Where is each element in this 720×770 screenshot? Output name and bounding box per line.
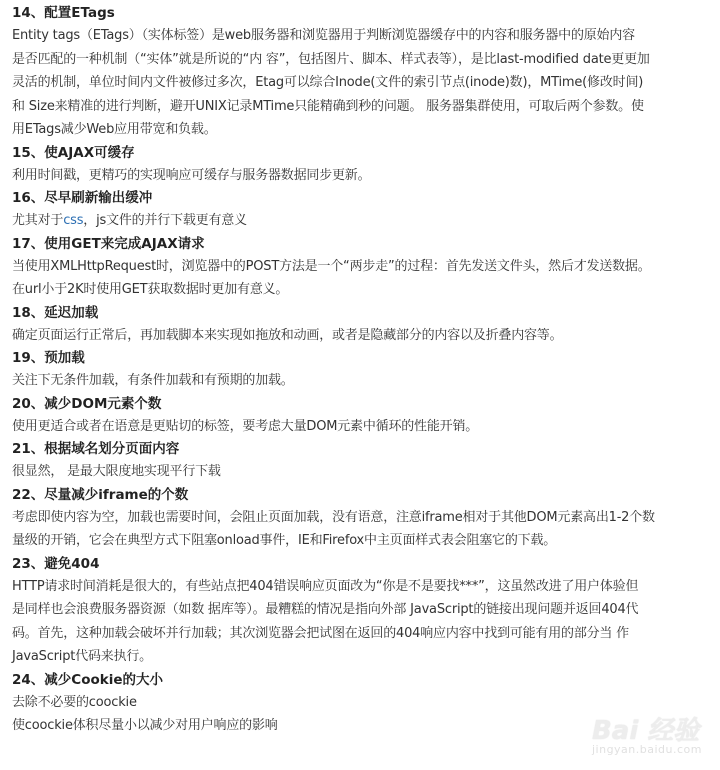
section-text-line: 很显然， 是最大限度地实现平行下载 (12, 464, 221, 479)
section-heading: 23、避免404 (12, 555, 100, 572)
section-text-line: 和 Size来精准的进行判断，避开UNIX记录MTime只能精确到秒的问题。 服务器集群使用，可取后两个参数。使 (12, 98, 644, 114)
section-text-line: 确定页面运行正常后，再加载脚本来实现如拖放和动画，或者是隐藏部分的内容以及折叠内容等。 (12, 327, 563, 343)
section-heading: 17、使用GET来完成AJAX请求 (12, 235, 205, 252)
section-text-line: HTTP请求时间消耗是很大的，有些站点把404错误响应页面改为“你是不是要找***”，这虽然改进了用户体验但 (12, 578, 639, 594)
section-heading: 15、使AJAX可缓存 (12, 144, 135, 161)
section-heading: 16、尽早刷新输出缓冲 (12, 190, 153, 206)
watermark-url: jingyan.baidu.com (591, 743, 702, 756)
section-text-line: 使用更适合或者在语意是更贴切的标签，要考虑大量DOM元素中循环的性能开销。 (12, 418, 479, 434)
section-heading: 20、减少DOM元素个数 (12, 395, 162, 412)
section-text-line: 量级的开销，它会在典型方式下阻塞onload事件，IE和Firefox中主页面样式表会阻塞它的下载。 (12, 533, 557, 548)
section-text-line: 使coockie体积尽量小以减少对用户响应的影响 (12, 718, 278, 733)
section-text-line: 当使用XMLHttpRequest时，浏览器中的POST方法是一个“两步走”的过程：首先发送文件头，然后才发送数据。 (12, 258, 651, 274)
section-text-line: Entity tags（ETags）（实体标签）是web服务器和浏览器用于判断浏览器缓存中的内容和服务器中的原始内容 (12, 28, 635, 43)
section-text-line: 码。首先，这种加载会破坏并行加载；其次浏览器会把试图在返回的404响应内容中找到可能有用的部分当 作 (12, 625, 629, 641)
section-text-line: 关注下无条件加载，有条件加载和有预期的加载。 (12, 373, 294, 388)
section-heading: 18、延迟加载 (12, 304, 99, 321)
section-text-line: 在url小于2K时使用GET获取数据时更加有意义。 (12, 282, 289, 297)
section-text-line: 是同样也会浪费服务器资源（如数 据库等）。最糟糕的情况是指向外部 JavaScript的链接出现问题并返回404代 (12, 602, 639, 617)
section-heading: 21、根据域名划分页面内容 (12, 441, 180, 457)
section-text-line: 利用时间戳，更精巧的实现响应可缓存与服务器数据同步更新。 (12, 167, 371, 183)
section-text-line: 考虑即使内容为空，加载也需要时间，会阻止页面加载，没有语意，注意iframe相对于其他DOM元素高出1-2个数 (12, 509, 655, 525)
section-heading: 24、减少Cookie的大小 (12, 671, 164, 688)
section-heading: 14、配置ETags (12, 5, 115, 21)
section-text-line: 是否匹配的一种机制（“实体”就是所说的“内 容”，包括图片、脚本、样式表等），是比last-modified date更更加 (12, 51, 650, 67)
section-heading: 22、尽量减少iframe的个数 (12, 486, 189, 503)
watermark-brand: Bai 经验 (591, 716, 700, 746)
section-text-line: 去除不必要的coockie (12, 694, 137, 710)
article-body (12, 2, 718, 738)
section-text-line: 尤其对于css，js文件的并行下载更有意义 (12, 213, 247, 228)
section-text-line: 用ETags减少Web应用带宽和负载。 (12, 122, 217, 137)
section-text-line: 灵活的机制，单位时间内文件被修过多次，Etag可以综合Inode(文件的索引节点(inode)数)，MTime(修改时间) (12, 75, 644, 90)
section-heading: 19、预加载 (12, 350, 85, 366)
section-text-line: JavaScript代码来执行。 (12, 649, 152, 664)
css-link[interactable]: css (63, 213, 84, 228)
